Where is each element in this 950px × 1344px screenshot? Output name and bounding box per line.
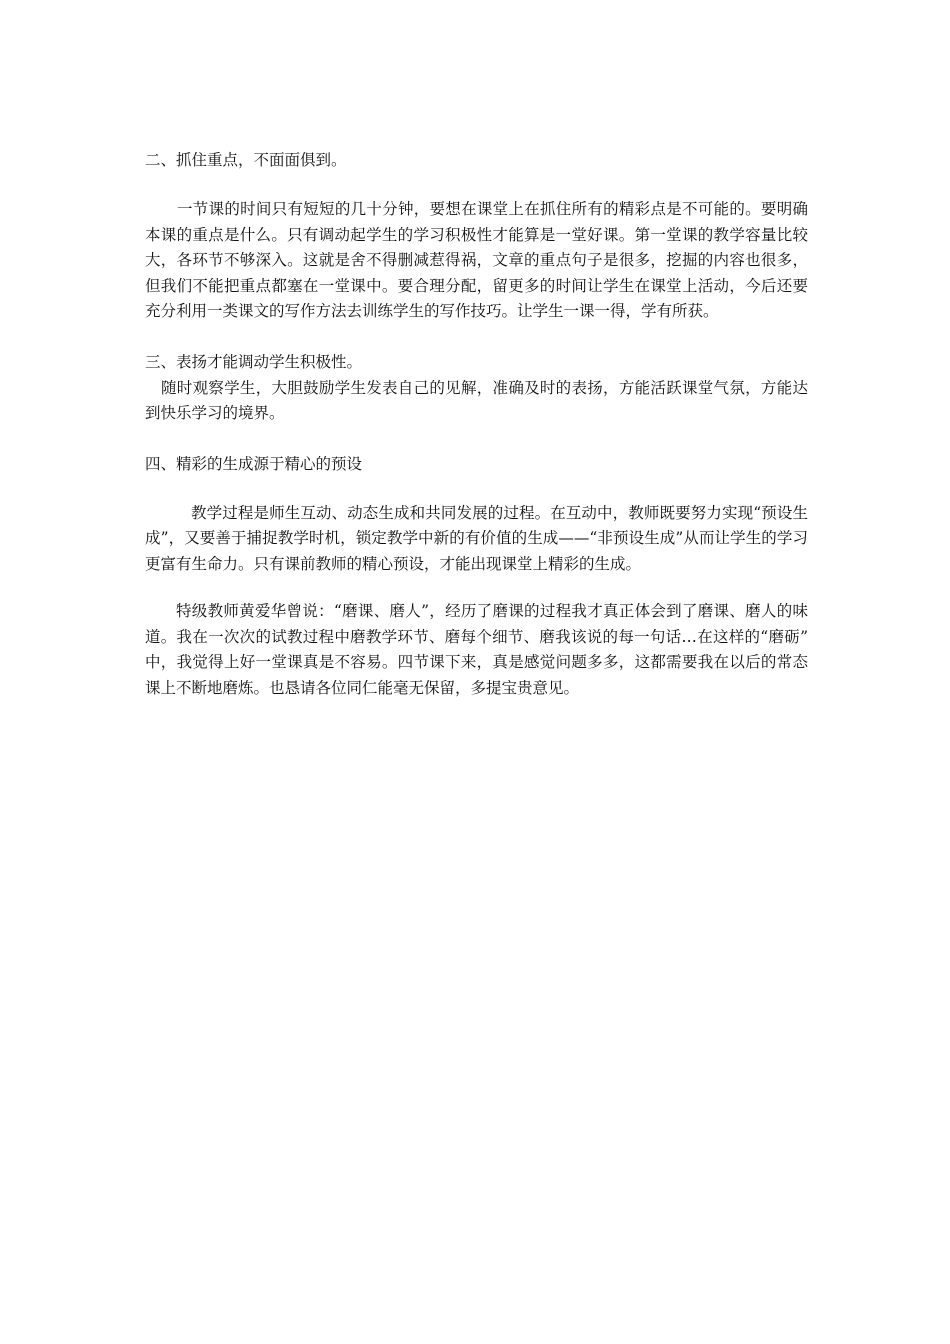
section-3-paragraph: 随时观察学生，大胆鼓励学生发表自己的见解，准确及时的表扬，方能活跃课堂气氛，方能达到快乐学习的境界。: [145, 378, 808, 422]
section-heading-3: 三、表扬才能调动学生积极性。: [145, 352, 363, 371]
section-2-paragraph: 一节课的时间只有短短的几十分钟，要想在课堂上在抓住所有的精彩点是不可能的。要明确本课的重点是什么。只有调动起学生的学习积极性才能算是一堂好课。第一堂课的教学容量比较大，各环节不够深入。这就是舍不得删减惹得祸，文章的重点句子是很多，挖掘的内容也很多，但我们不能把重点都塞在一堂课中。要合理分配，留更多的时间让学生在课堂上活动，今后还要充分利用一类课文的写作方法去训练学生的写作技巧。让学生一课一得，学有所获。: [145, 200, 808, 320]
section-heading-4: 四、精彩的生成源于精心的预设: [145, 454, 363, 473]
section-4-paragraph-2: 特级教师黄爱华曾说：“磨课、磨人”，经历了磨课的过程我才真正体会到了磨课、磨人的味道。我在一次次的试教过程中磨教学环节、磨每个细节、磨我该说的每一句话…在这样的“磨砺” 中，我觉得上好一堂课真是不容易。四节课下来，真是感觉问题多多，这都需要我在以后的常态课上不断地磨炼。也恳请各位同仁能毫无保留，多提宝贵意见。: [145, 602, 808, 697]
section-heading-2: 二、抓住重点，不面面俱到。: [145, 151, 347, 169]
document-page: [145, 148, 808, 701]
section-4-paragraph-1: 教学过程是师生互动、动态生成和共同发展的过程。在互动中，教师既要努力实现“预设生成”，又要善于捕捉教学时机，锁定教学中新的有价值的生成——“非预设生成”从而让学生的学习更富有生命力。只有课前教师的精心预设，才能出现课堂上精彩的生成。: [145, 503, 808, 573]
